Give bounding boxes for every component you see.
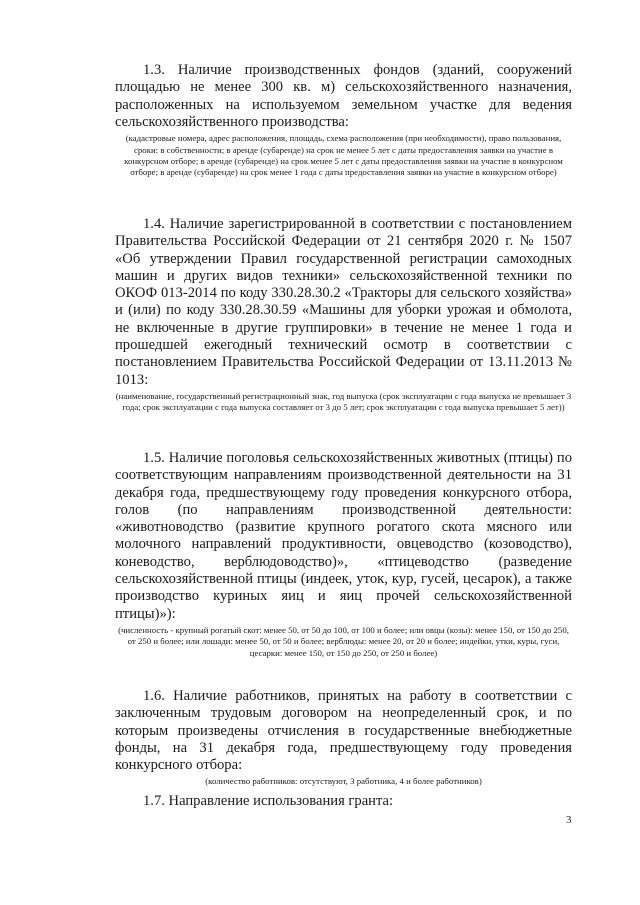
section-note: (кадастровые номера, адрес расположения, площадь, схема расположения (при необходимости), право пользования, сроки: в собственности; в аренде (субаренде) на срок не менее 5 лет с даты предоставления заявки на участие в конкурсном отборе; в аренде (субаренде) на срок менее 5 лет с даты предоставления заявки на участие в конкурсном отборе; в аренде (субаренде) на срок менее 1 года с даты предоставления заявки на участие в конкурсном отборе)	[124, 133, 563, 178]
section-1-6	[115, 688, 572, 788]
section-1-5	[115, 450, 572, 659]
section-1-3	[115, 62, 572, 179]
section-note: (наименование, государственный регистрационный знак, год выпуска (срок эксплуатации с года выпуска не превышает 3 года; срок эксплуатации с года выпуска составляет от 3 до 5 лет; срок эксплуатации с года выпуска превышает 5 лет))	[115, 390, 572, 413]
page-number: 3	[566, 814, 572, 826]
section-1-7	[115, 793, 572, 810]
section-text: 1.3. Наличие производственных фондов (зданий, сооружений площадью не менее 300 кв. м) сельскохозяйственного назначения, расположенных на используемом земельном участке для ведения сельскохозяйственного производства:	[115, 62, 572, 130]
section-1-4	[115, 216, 572, 414]
section-text: 1.7. Направление использования гранта:	[143, 793, 394, 809]
section-text: 1.6. Наличие работников, принятых на работу в соответствии с заключенным трудовым договором на неопределенный срок, и по которым произведены отчисления в государственные внебюджетные фонды, на 31 декабря года, предшествующему году проведения конкурсного отбора:	[115, 688, 572, 774]
section-note: (численность - крупный рогатый скот: менее 50, от 50 до 100, от 100 и более; или овцы (козы): менее 150, от 150 до 250, от 250 и более; или лошади: менее 50, от 50 и более; верблюды: менее 20, от 20 и более; индейки, утки, куры, гуси, цесарки: менее 150, от 150 до 250, от 250 и более)	[118, 624, 569, 658]
section-note: (количество работников: отсутствуют, 3 работника, 4 и более работников)	[205, 776, 482, 787]
section-text: 1.4. Наличие зарегистрированной в соответствии с постановлением Правительства Российской Федерации от 21 сентября 2020 г. № 1507 «Об утверждении Правил государственной регистрации самоходных машин и других видов техники» сельскохозяйственной техники по ОКОФ 013-2014 по коду 330.28.30.2 «Тракторы для сельского хозяйства» и (или) по коду 330.28.30.59 «Машины для уборки урожая и обмолота, не включенные в другие группировки» в течение не менее 1 года и прошедшей ежегодный технический осмотр в соответствии с постановлением Правительства Российской Федерации от 13.11.2013 № 1013:	[115, 216, 572, 388]
section-text: 1.5. Наличие поголовья сельскохозяйственных животных (птицы) по соответствующим направлениям производственной деятельности на 31 декабря года, предшествующему году проведения конкурсного отбора, голов (по направлениям производственной деятельности: «животноводство (развитие крупного рогатого скота мясного или молочного направлений продуктивности, овцеводство (козоводство), коневодство, верблюдоводство)», «птицеводство (разведение сельскохозяйственной птицы (индеек, уток, кур, гусей, цесарок), а также производство куриных яиц и яиц прочей сельскохозяйственной птицы)»):	[115, 450, 572, 622]
